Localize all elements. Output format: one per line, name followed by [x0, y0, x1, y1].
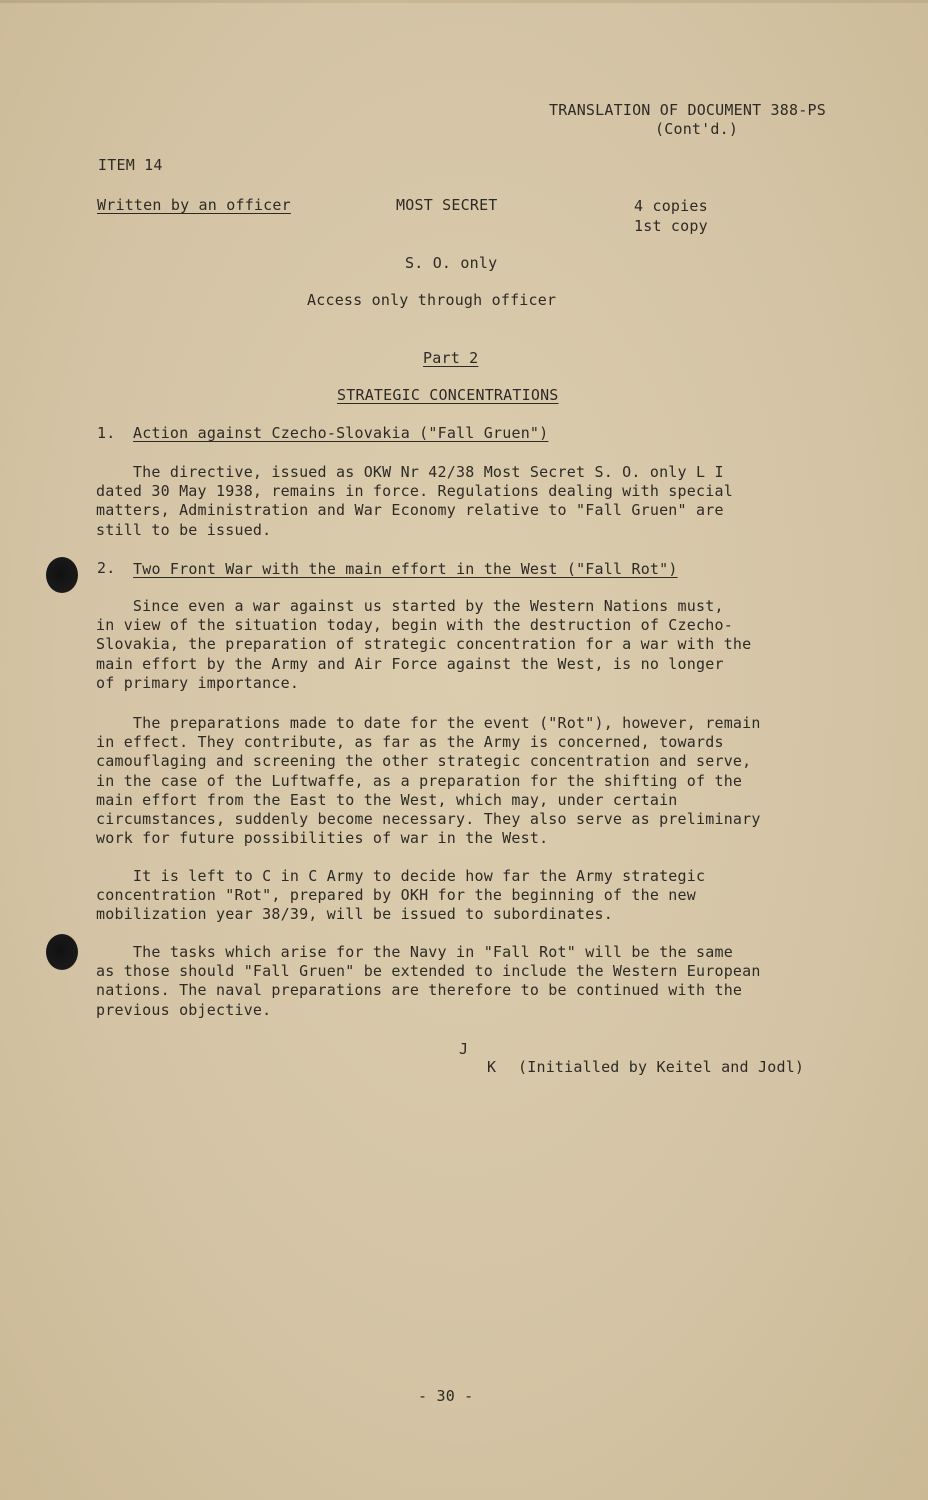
author-line: Written by an officer [97, 196, 291, 214]
section-2-paragraph-2: The preparations made to date for the event ("Rot"), however, remain in effect. They contribute, as far as the Army is concerned, towards camouflaging and screening the other strategic concentration and serve, in the case of the Luftwaffe, as a preparation for the shifting of the main effort from the East to the West, which may, under certain circumstances, suddenly become necessary. They also serve as preliminary work for future possibilities of war in the West. [96, 714, 761, 848]
copies-count: 4 copies [634, 197, 708, 215]
contd-label: (Cont'd.) [655, 120, 739, 138]
doc-title: TRANSLATION OF DOCUMENT 388-PS [549, 101, 826, 119]
punch-hole-top [46, 557, 78, 593]
initials-note: (Initialled by Keitel and Jodl) [518, 1058, 805, 1076]
section-2-number: 2. [97, 559, 116, 577]
part-heading: Part 2 [423, 349, 479, 367]
distribution-label: S. O. only [405, 254, 498, 272]
punch-hole-bottom [46, 934, 78, 970]
section-2-paragraph-4: The tasks which arise for the Navy in "Fall Rot" will be the same as those should "Fall Gruen" be extended to include the Western European nations. The naval preparations are therefore to be continued with the previous objective. [96, 943, 761, 1019]
page-number: - 30 - [418, 1387, 474, 1405]
top-edge [0, 0, 928, 3]
item-number: ITEM 14 [98, 156, 163, 174]
section-2-heading: Two Front War with the main effort in the West ("Fall Rot") [133, 560, 678, 578]
section-1-number: 1. [97, 424, 116, 442]
section-title: STRATEGIC CONCENTRATIONS [337, 386, 559, 404]
initial-j: J [459, 1040, 469, 1058]
access-note: Access only through officer [307, 291, 557, 309]
section-1-paragraph-1: The directive, issued as OKW Nr 42/38 Most Secret S. O. only L I dated 30 May 1938, remains in force. Regulations dealing with special matters, Administration and War Economy relative to "Fall Gruen" are still to be issued. [96, 463, 733, 539]
section-2-paragraph-1: Since even a war against us started by the Western Nations must, in view of the situation today, begin with the destruction of Czecho- Slovakia, the preparation of strategic concentration for a war with the main effort by the Army and Air Force against the West, is no longer of primary importance. [96, 597, 752, 692]
section-1-heading: Action against Czecho-Slovakia ("Fall Gruen") [133, 424, 549, 442]
copy-number: 1st copy [634, 217, 708, 235]
section-2-paragraph-3: It is left to C in C Army to decide how far the Army strategic concentration "Rot", prepared by OKH for the beginning of the new mobilization year 38/39, will be issued to subordinates. [96, 867, 706, 924]
secrecy-label: MOST SECRET [396, 196, 498, 214]
initial-k: K [487, 1058, 497, 1076]
